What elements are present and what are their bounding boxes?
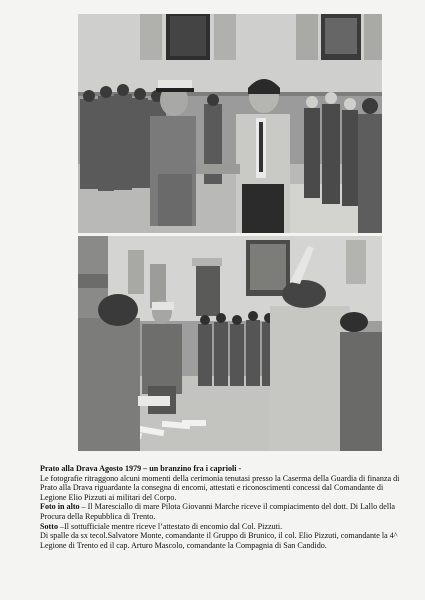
caption-title: Prato alla Drava Agosto 1979 – un branzino fra i caprioli - xyxy=(40,464,242,473)
caption-top-photo xyxy=(40,502,400,521)
caption-top-text: – Il Maresciallo di mare Pilota Giovanni Marche riceve il compiacimento del dott. Di Lallo della Procura della Repubblica di Trento. xyxy=(40,502,395,521)
photo-bottom xyxy=(78,236,382,451)
caption-block xyxy=(40,464,400,550)
caption-intro: Le fotografie ritraggono alcuni momenti della cerimonia tenutasi presso la Caserma della Guardia di finanza di Prato alla Drava riguardante la consegna di encomi, attestati e riconoscimenti concessi dal Comandante di Legione Elio Pizzuti ai militari del Corpo. xyxy=(40,473,400,502)
caption-top-label: Foto in alto xyxy=(40,502,80,512)
caption-backs: Di spalle da sx tecol.Salvatore Monte, comandante il Gruppo di Brunico, il col. Elio Pizzuti, comandante la 4^ Legione di Trento ed il cap. Arturo Mascolo, comandante la Compagnia di San Candido. xyxy=(40,531,398,550)
caption-bottom-text: –Il sottufficiale mentre riceve l’attestato di encomio dal Col. Pizzuti. xyxy=(58,521,283,531)
caption-bottom-photo xyxy=(40,522,400,532)
photo-top xyxy=(78,14,382,233)
caption-bottom-label: Sotto xyxy=(40,521,58,531)
